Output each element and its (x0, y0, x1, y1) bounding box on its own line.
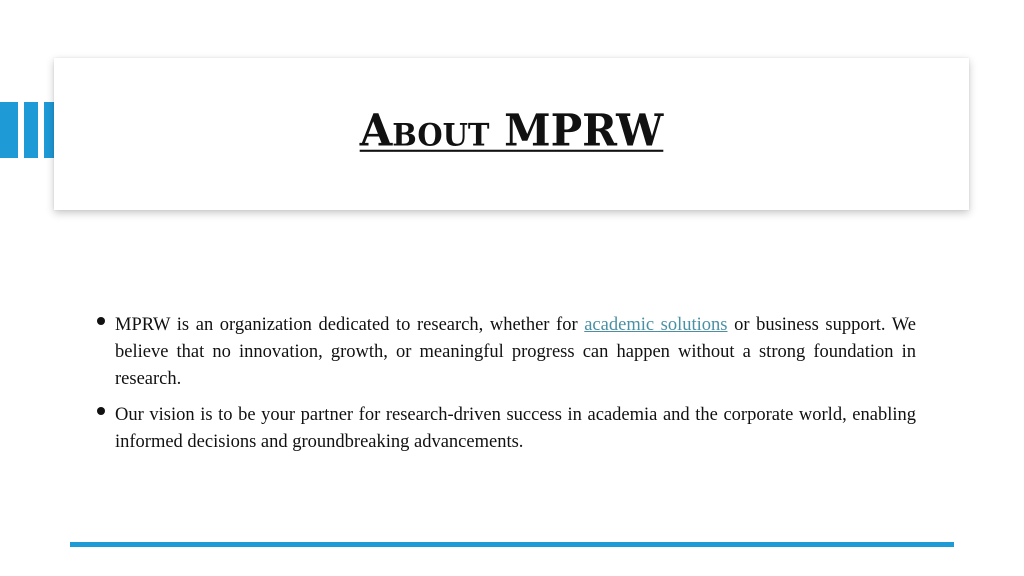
accent-bar (0, 102, 18, 158)
slide-content (94, 312, 916, 465)
bullet-text: Our vision is to be your partner for research-driven success in academia and the corporate world, enabling informed decisions and groundbreaking advancements. (115, 405, 916, 452)
bullet-text: MPRW is an organization dedicated to research, whether for (115, 315, 585, 335)
accent-bar (24, 102, 38, 158)
bullet-icon (97, 407, 105, 415)
title-card (54, 58, 969, 210)
bullet-item (94, 402, 916, 456)
bullet-item (94, 312, 916, 393)
academic-solutions-link[interactable]: academic solutions (584, 315, 728, 335)
slide-title: About MPRW (359, 104, 664, 156)
bullet-icon (97, 317, 105, 325)
accent-bar (44, 102, 54, 158)
left-accent-bars (0, 102, 60, 158)
bullet-text: or business support. We believe that no innovation, growth, or meaningful progress can happen without a strong foundation in research. (115, 315, 916, 389)
bullet-list (94, 312, 916, 456)
bottom-divider (70, 542, 954, 547)
